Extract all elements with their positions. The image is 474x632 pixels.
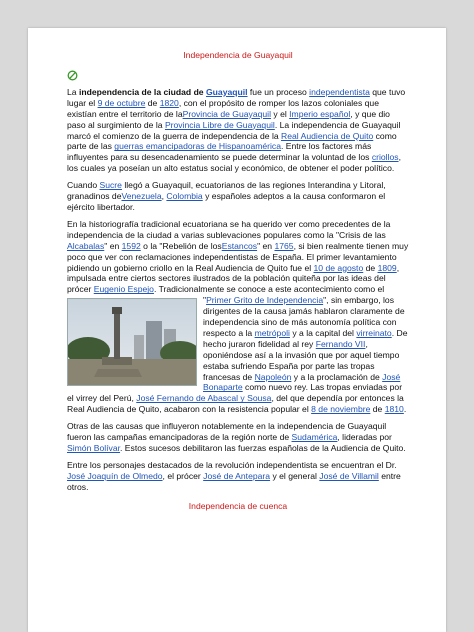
text-run: de bbox=[370, 404, 385, 415]
paragraph-figures bbox=[67, 460, 409, 493]
text-link[interactable]: José Bonaparte bbox=[203, 371, 401, 393]
paragraph-causes bbox=[67, 421, 409, 454]
text-run: y españoles adeptos a la causa conformaron el ejército libertador. bbox=[67, 191, 386, 212]
text-run: Entre los personajes destacados de la revolución independentista se encuentran el Dr. bbox=[67, 459, 397, 470]
checkmark-icon bbox=[67, 70, 78, 81]
text-run: de bbox=[363, 262, 378, 273]
independencia-de-cuenca-link[interactable]: Independencia de cuenca bbox=[188, 500, 288, 511]
text-link[interactable]: José Fernando de Abascal y Sousa bbox=[136, 393, 272, 404]
text-link[interactable]: Guayaquil bbox=[205, 86, 248, 97]
text-link[interactable]: Provincia de Guayaquil bbox=[182, 108, 271, 119]
text-run: o la "Rebelión de los bbox=[140, 240, 222, 251]
text-run: fue un proceso bbox=[247, 86, 310, 97]
text-run: . De hecho juraron fidelidad al rey bbox=[203, 327, 408, 349]
text-run: llegó a Guayaquil, ecuatorianos de las regiones Interandina y Litoral, granadinos de bbox=[67, 180, 386, 202]
text-link[interactable]: 1765 bbox=[274, 240, 294, 251]
paragraph-intro bbox=[67, 87, 409, 174]
paragraph-historiography bbox=[67, 219, 409, 415]
text-run: y a la capital del bbox=[289, 327, 357, 338]
text-link[interactable]: Fernando VII bbox=[315, 338, 366, 349]
text-link[interactable]: independentista bbox=[309, 86, 370, 97]
text-run: La bbox=[67, 86, 79, 97]
text-run: como nuevo rey. Las tropas enviadas por el virrey del Perú, bbox=[67, 382, 403, 404]
text-link[interactable]: Primer Grito de Independencia bbox=[206, 295, 324, 306]
text-run: , el prócer bbox=[162, 470, 204, 481]
text-link[interactable]: José Joaquín de Olmedo bbox=[67, 470, 163, 481]
text-run: , bbox=[161, 191, 167, 202]
text-run: Otras de las causas que influyeron notablemente en la independencia de Guayaquil fueron las campañas emancipadoras de la región norte de bbox=[67, 421, 387, 443]
text-link[interactable]: criollos bbox=[371, 152, 399, 163]
text-link[interactable]: Venezuela bbox=[121, 191, 162, 202]
paragraph-sucre bbox=[67, 180, 409, 213]
text-run: sin embargo, los dirigentes de la causa jamás hablaron claramente de independencia sino de más autonomía política con respecto a la bbox=[203, 295, 405, 338]
document-title: Independencia de Guayaquil bbox=[183, 50, 293, 60]
text-link[interactable]: Provincia Libre de Guayaquil bbox=[164, 119, 275, 130]
text-link[interactable]: Simón Bolívar bbox=[67, 443, 121, 453]
text-link[interactable]: 8 de noviembre bbox=[311, 404, 371, 415]
text-link[interactable]: 9 de octubre bbox=[97, 97, 146, 108]
text-link[interactable]: Real Audiencia de Quito bbox=[281, 130, 374, 141]
monument-photo bbox=[67, 298, 197, 386]
text-link[interactable]: Alcabalas bbox=[67, 240, 105, 251]
text-run: y el bbox=[271, 108, 290, 119]
text-run: . Estos sucesos debilitaron las fuerzas españolas de la Audiencia de Quito. bbox=[120, 443, 406, 453]
text-link[interactable]: Sudamérica bbox=[291, 432, 338, 443]
text-link[interactable]: José de Antepara bbox=[203, 470, 271, 481]
text-run: y a la proclamación de bbox=[291, 371, 383, 382]
text-link[interactable]: 1810 bbox=[384, 404, 404, 415]
text-run: , y que dio paso al surgimiento de la bbox=[67, 108, 390, 130]
text-link[interactable]: Napoleón bbox=[254, 371, 292, 382]
text-run: . Tradicionalmente se conoce a este acontecimiento como el " bbox=[153, 284, 385, 306]
text-run: " en bbox=[257, 240, 275, 251]
text-run: " en bbox=[104, 240, 122, 251]
text-run: Cuando bbox=[67, 180, 100, 191]
document-page bbox=[28, 28, 446, 632]
text-link[interactable]: Eugenio Espejo bbox=[93, 284, 154, 295]
text-link[interactable]: José de Villamil bbox=[319, 470, 379, 481]
text-run: , con el propósito de romper los lazos coloniales que existían entre el territorio de la bbox=[67, 97, 379, 119]
text-link[interactable]: 10 de agosto bbox=[313, 262, 364, 273]
text-run: , oponiéndose así a la invasión que por aquel tiempo estaba sufriendo España por parte las tropas francesas de bbox=[203, 338, 400, 382]
text-run: , del que dependía por entonces la Real Audiencia de Quito, acabaron con la resistencia popular el bbox=[67, 393, 404, 415]
text-run: , impulsada entre ciertos sectores ilustrados de la población quiteña por las ideas del prócer bbox=[67, 262, 400, 295]
text-run: , lideradas por bbox=[337, 432, 392, 443]
text-run: , los cuales ya poseían un alto estatus social y económico, de obtener el poder político. bbox=[67, 152, 401, 174]
text-run: . bbox=[403, 404, 407, 415]
text-link[interactable]: virreinato bbox=[356, 327, 392, 338]
text-run: ", bbox=[323, 295, 331, 306]
text-link[interactable]: Colombia bbox=[166, 191, 203, 202]
text-run: como parte de las bbox=[67, 130, 397, 152]
text-run: . La independencia de Guayaquil marcó el comienzo de la guerra de independencia de la bbox=[67, 119, 401, 141]
text-run: entre otros. bbox=[67, 470, 401, 492]
text-link[interactable]: metrópoli bbox=[254, 327, 290, 338]
text-run: En la historiografía tradicional ecuatoriana se ha querido ver como precedentes de la independencia de la ciudad a varias sublevaciones populares como la "Crisis de las bbox=[67, 218, 391, 240]
text-link[interactable]: guerras emancipadoras de Hispanoamérica bbox=[114, 141, 282, 152]
text-link[interactable]: Sucre bbox=[99, 180, 122, 191]
text-link[interactable]: 1809 bbox=[377, 262, 397, 273]
text-run: . Entre los factores más influyentes para su desencadenamiento se puede determinar la voluntad de los bbox=[67, 141, 372, 163]
text-run: y el general bbox=[270, 470, 320, 481]
bold-text: independencia de la ciudad de bbox=[78, 86, 206, 97]
text-run: de bbox=[145, 97, 160, 108]
text-link[interactable]: Estancos bbox=[221, 240, 258, 251]
text-link[interactable]: Imperio español bbox=[289, 108, 351, 119]
text-link[interactable]: 1820 bbox=[159, 97, 179, 108]
text-link[interactable]: 1592 bbox=[121, 240, 141, 251]
text-run: que tuvo lugar el bbox=[67, 86, 406, 108]
document-body bbox=[67, 50, 409, 512]
text-run: , si bien realmente tienen muy poco que ver con reclamaciones independentistas de España. El primer levantamiento pidiendo un gobierno criollo en la Real Audiencia de Quito fue el bbox=[67, 240, 409, 273]
